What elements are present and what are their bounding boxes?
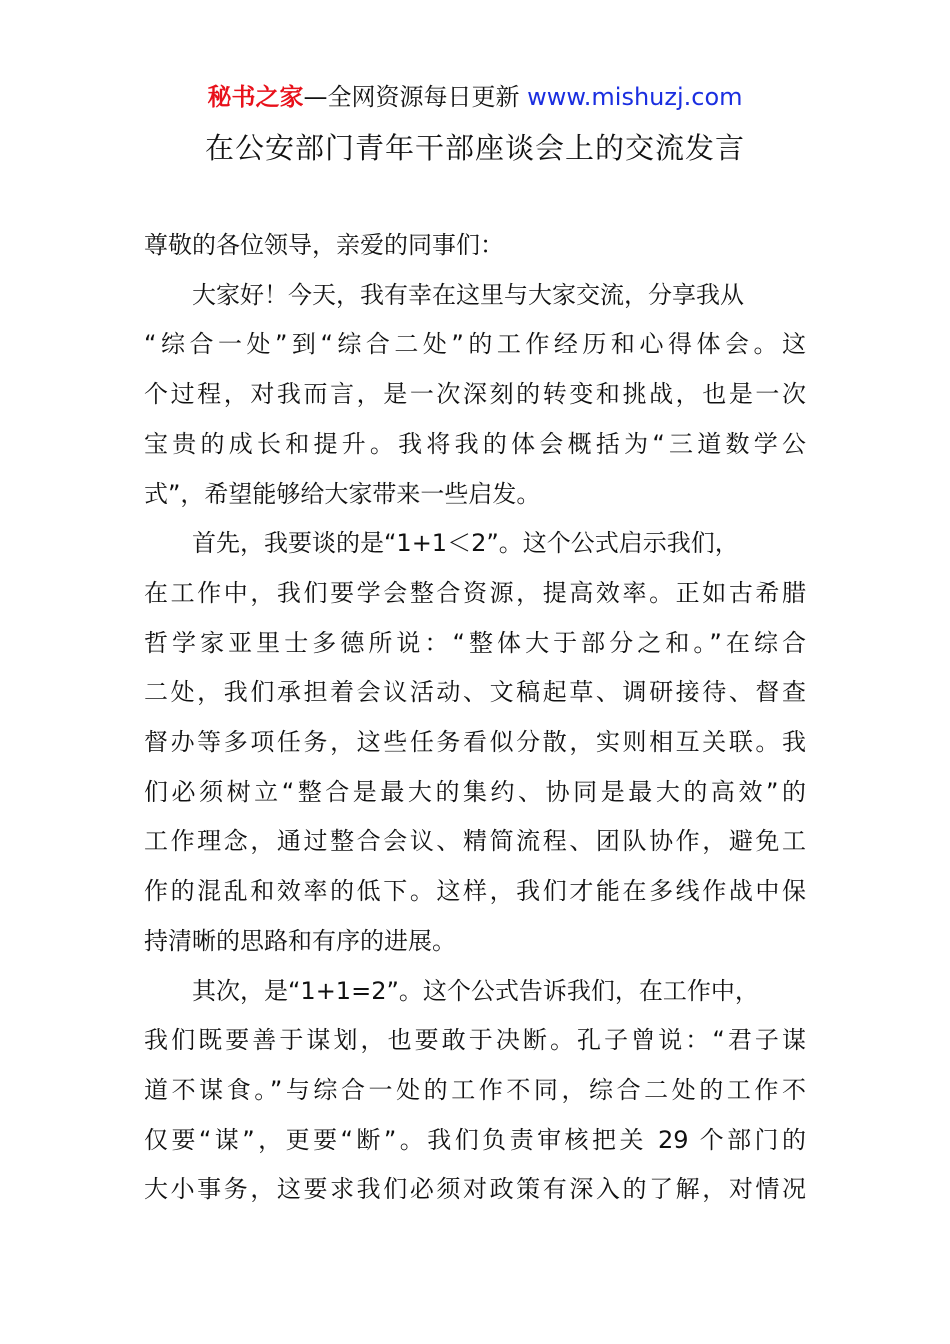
text-line: 持清晰的思路和有序的进展。 (144, 926, 456, 955)
text-line: 二处，我们承担着会议活动、文稿起草、调研接待、督查 (144, 678, 806, 707)
text-line: 道不谋食。”与综合一处的工作不同，综合二处的工作不 (144, 1075, 806, 1104)
text-line: 们必须树立“整合是最大的集约、协同是最大的高效”的 (144, 777, 806, 806)
salutation-line: 尊敬的各位领导，亲爱的同事们： (144, 231, 504, 259)
text-line: 督办等多项任务，这些任务看似分散，实则相互关联。我 (144, 728, 806, 757)
text-line: 个过程，对我而言，是一次深刻的转变和挑战，也是一次 (144, 380, 806, 409)
site-tagline: —全网资源每日更新 (303, 83, 528, 111)
text-line: 哲学家亚里士多德所说：“整体大于部分之和。”在综合 (144, 628, 806, 657)
text-line: 作的混乱和效率的低下。这样，我们才能在多线作战中保 (144, 877, 806, 906)
text-line: 在工作中，我们要学会整合资源，提高效率。正如古希腊 (144, 578, 806, 607)
document-body (144, 221, 806, 1215)
text-line: 我们既要善于谋划，也要敢于决断。孔子曾说：“君子谋 (144, 1026, 806, 1055)
site-url-link[interactable]: www.mishuzj.com (527, 83, 743, 111)
site-brand: 秘书之家 (207, 83, 304, 111)
text-line: 大小事务，这要求我们必须对政策有深入的了解，对情况 (144, 1175, 806, 1204)
document-title: 在公安部门青年干部座谈会上的交流发言 (204, 131, 745, 165)
text-line: 大家好！今天，我有幸在这里与大家交流，分享我从 (192, 280, 744, 309)
text-line: 宝贵的成长和提升。我将我的体会概括为“三道数学公 (144, 429, 806, 458)
text-line: 首先，我要谈的是“1+1＜2”。这个公式启示我们， (192, 529, 739, 558)
text-line: 工作理念，通过整合会议、精简流程、团队协作，避免工 (144, 827, 806, 856)
text-line: 其次，是“1+1=2”。这个公式告诉我们，在工作中， (192, 976, 759, 1005)
text-line: 式”，希望能够给大家带来一些启发。 (144, 479, 541, 508)
text-line: “综合一处”到“综合二处”的工作经历和心得体会。这 (144, 330, 806, 359)
site-header (0, 82, 950, 112)
text-line: 仅要“谋”，更要“断”。我们负责审核把关 29 个部门的 (144, 1125, 806, 1154)
